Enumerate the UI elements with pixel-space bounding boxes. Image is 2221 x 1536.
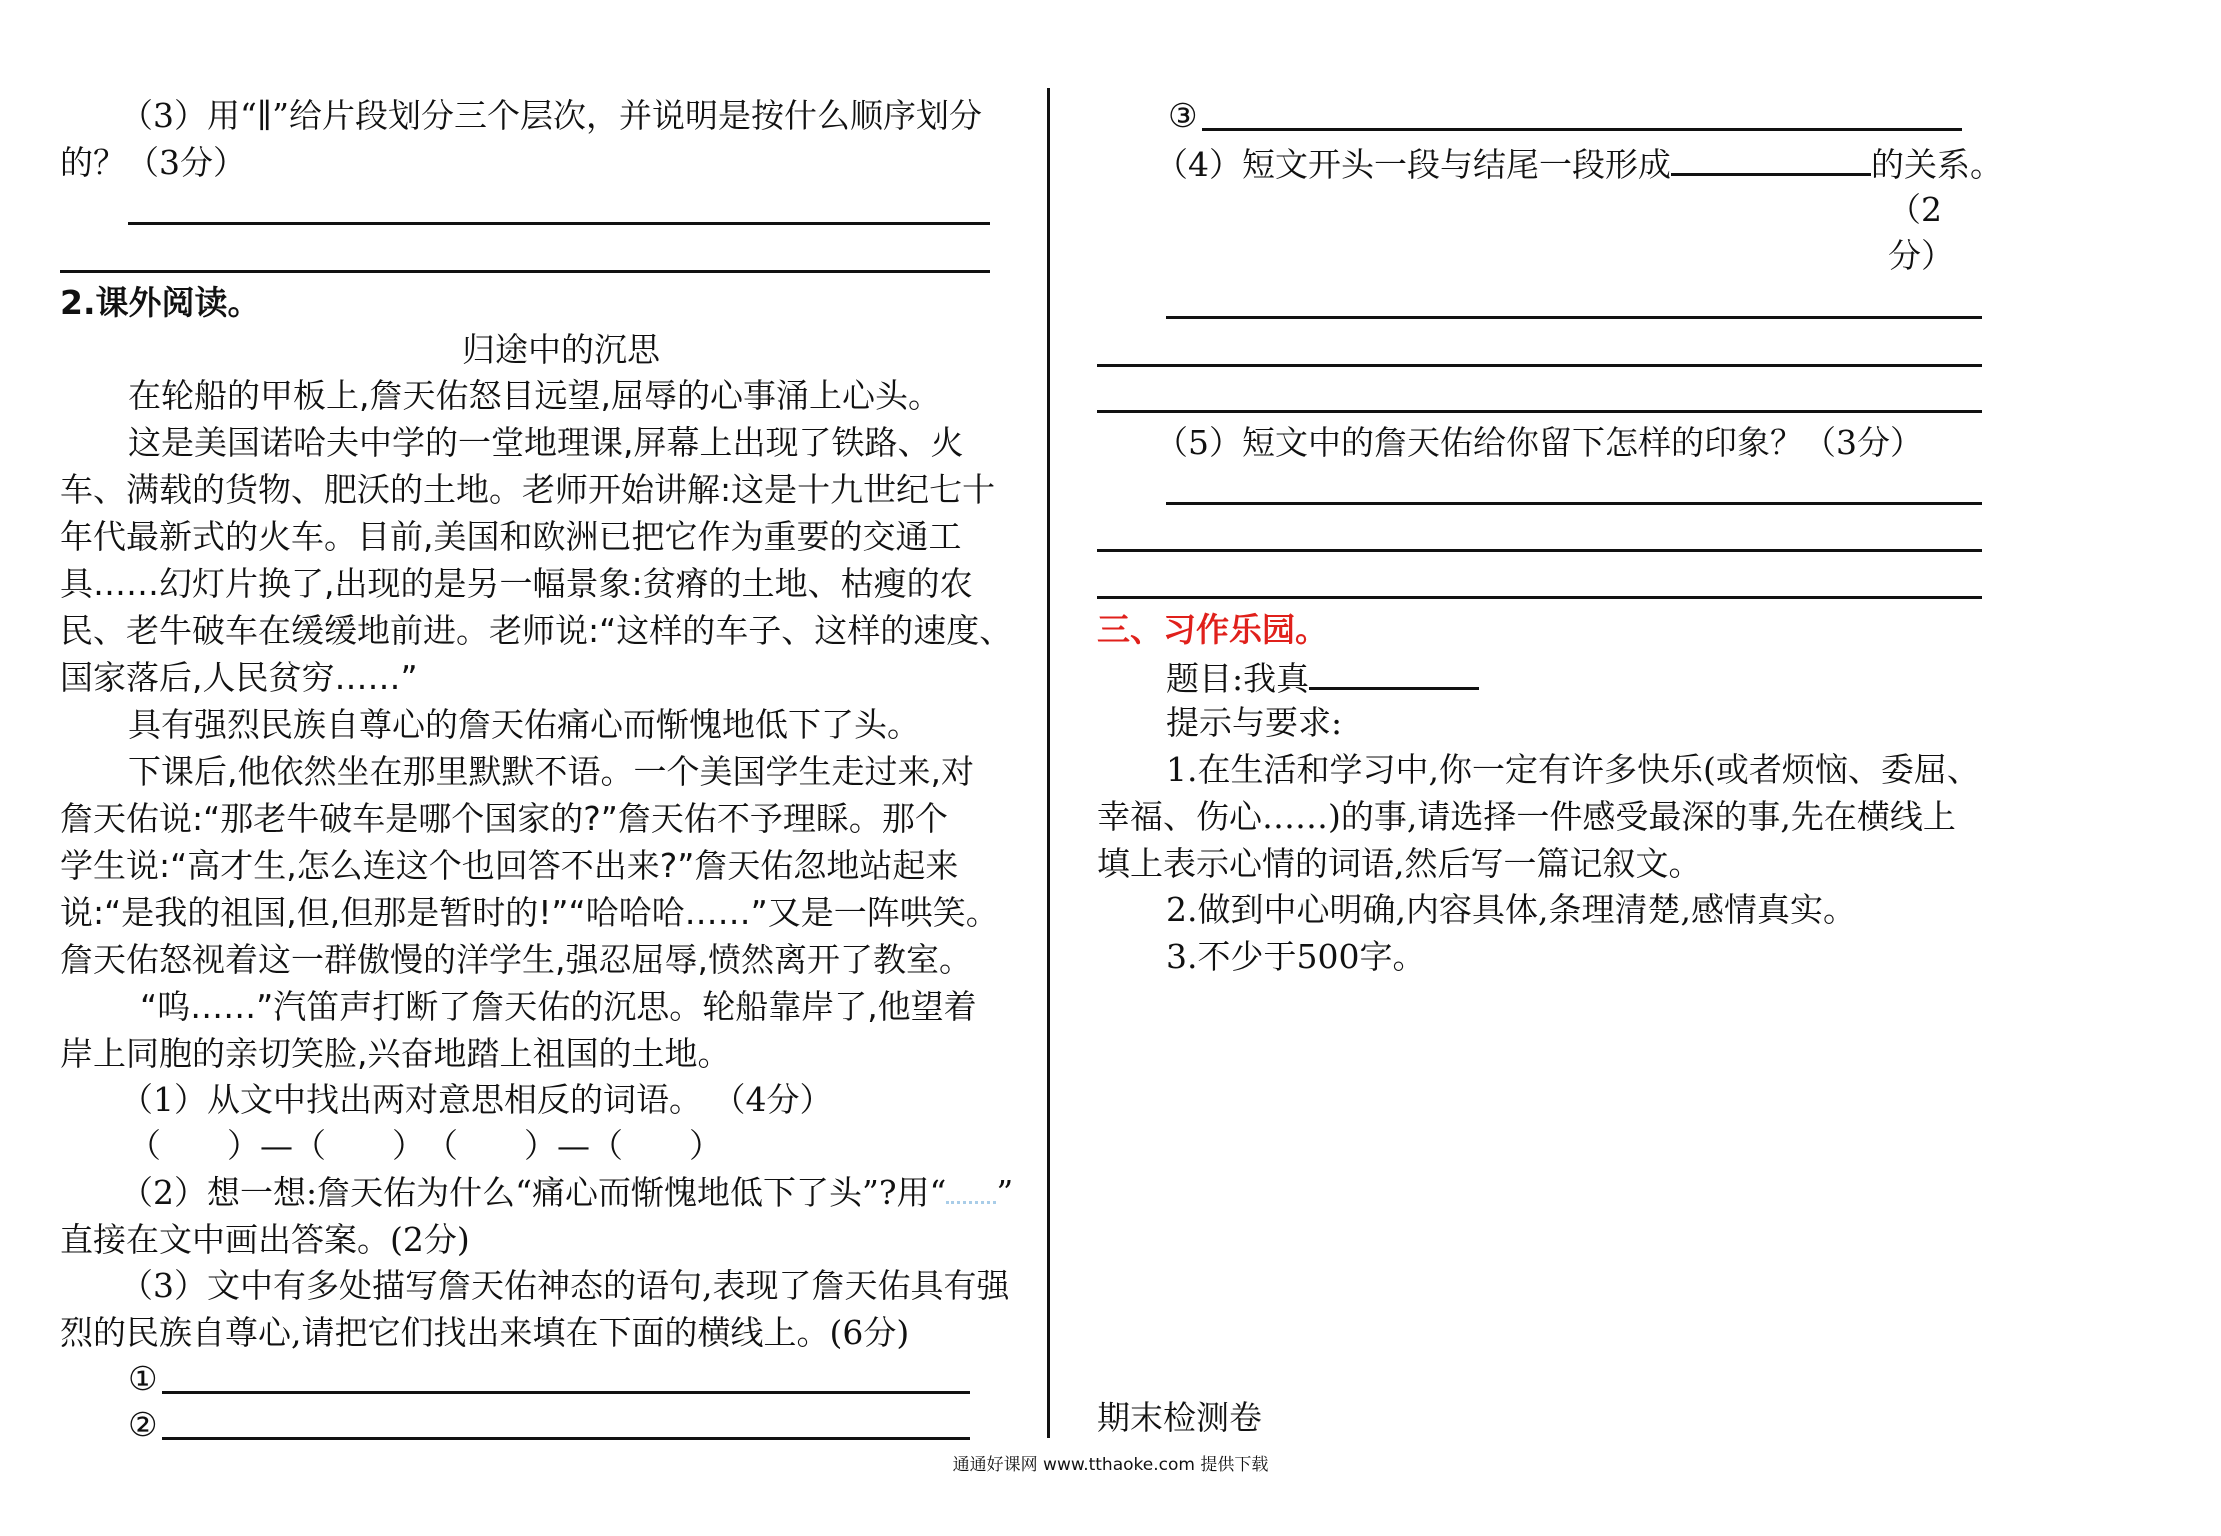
passage-paragraph-4-line: 说:“是我的祖国,但,但那是暂时的!”“哈哈哈……”又是一阵哄笑。 [60, 893, 999, 932]
answer-line[interactable] [1166, 316, 1982, 319]
passage-paragraph-5-line: “呜……”汽笛声打断了詹天佑的沉思。轮船靠岸了,他望着 [140, 987, 977, 1026]
essay-topic-text: 题目:我真 [1166, 659, 1310, 698]
essay-requirement-1-line: 填上表示心情的词语,然后写一篇记叙文。 [1097, 844, 1702, 883]
passage-paragraph-4-line: 詹天佑说:“那老牛破车是哪个国家的?”詹天佑不予理睬。那个 [60, 799, 948, 838]
passage-paragraph-1: 在轮船的甲板上,詹天佑怒目远望,屈辱的心事涌上心头。 [128, 376, 941, 415]
question-4 [1155, 143, 2003, 185]
question-5: （5）短文中的詹天佑给你留下怎样的印象？（3分） [1155, 423, 1923, 462]
essay-requirement-1-line: 幸福、伤心……)的事,请选择一件感受最深的事,先在横线上 [1097, 797, 1956, 836]
question-4-score-a: （2 [1888, 190, 1942, 229]
passage-paragraph-2-line: 车、满载的货物、肥沃的土地。老师开始讲解:这是十九世纪七十 [60, 470, 996, 509]
answer-marker-2: ② [128, 1405, 158, 1444]
essay-hints-label: 提示与要求: [1166, 703, 1343, 742]
question-2-line-2: 直接在文中画出答案。(2分) [60, 1220, 470, 1259]
essay-requirement-2: 2.做到中心明确,内容具体,条理清楚,感情真实。 [1166, 890, 1856, 929]
question-3-prev-line-1: （3）用“∥”给片段划分三个层次，并说明是按什么顺序划分 [120, 96, 982, 135]
passage-title: 归途中的沉思 [462, 330, 660, 369]
answer-line[interactable] [1097, 410, 1982, 413]
question-4-score-b: 分） [1888, 236, 1954, 275]
exam-name: 期末检测卷 [1097, 1398, 1262, 1437]
question-1: （1）从文中找出两对意思相反的词语。 （4分） [120, 1080, 833, 1119]
column-divider [1047, 88, 1050, 1438]
essay-requirement-3: 3.不少于500字。 [1166, 937, 1426, 976]
answer-line[interactable] [1097, 549, 1982, 552]
passage-paragraph-4-line: 詹天佑怒视着这一群傲慢的洋学生,强忍屈辱,愤然离开了教室。 [60, 940, 972, 979]
answer-line[interactable] [1097, 364, 1982, 367]
answer-line[interactable] [128, 222, 990, 225]
section-2-heading: 2.课外阅读。 [60, 283, 261, 322]
footer-source: 通通好课网 www.tthaoke.com 提供下载 [952, 1455, 1269, 1475]
question-3-line-1: （3）文中有多处描写詹天佑神态的语句,表现了詹天佑具有强 [120, 1266, 1010, 1305]
question-4-text: （4）短文开头一段与结尾一段形成 [1155, 145, 1671, 184]
passage-paragraph-5-line: 岸上同胞的亲切笑脸,兴奋地踏上祖国的土地。 [60, 1034, 731, 1073]
essay-topic-blank[interactable] [1309, 657, 1479, 690]
dotted-line-symbol [946, 1177, 996, 1204]
answer-marker-3: ③ [1168, 96, 1198, 135]
answer-line[interactable] [1097, 596, 1982, 599]
question-3-line-2: 烈的民族自尊心,请把它们找出来填在下面的横线上。(6分) [60, 1313, 910, 1352]
passage-paragraph-3: 具有强烈民族自尊心的詹天佑痛心而惭愧地低下了头。 [128, 705, 920, 744]
question-4-blank[interactable] [1671, 143, 1871, 176]
essay-topic [1166, 657, 1479, 699]
essay-requirement-1-line: 1.在生活和学习中,你一定有许多快乐(或者烦恼、委屈、 [1166, 750, 1980, 789]
passage-paragraph-2-line: 年代最新式的火车。目前,美国和欧洲已把它作为重要的交通工 [60, 517, 962, 556]
passage-paragraph-2-line: 具……幻灯片换了,出现的是另一幅景象:贫瘠的土地、枯瘦的农 [60, 564, 973, 603]
passage-paragraph-2-line: 民、老牛破车在缓缓地前进。老师说:“这样的车子、这样的速度、 [60, 611, 1013, 650]
passage-paragraph-2-line: 这是美国诺哈夫中学的一堂地理课,屏幕上出现了铁路、火 [128, 423, 964, 462]
passage-paragraph-2-line: 国家落后,人民贫穷……” [60, 658, 418, 697]
question-4-text-end: 的关系。 [1871, 145, 2003, 184]
question-2-text: （2）想一想:詹天佑为什么“痛心而惭愧地低下了头”?用“ [120, 1173, 947, 1212]
question-2-quote-close: ” [996, 1173, 1014, 1212]
answer-line[interactable] [1166, 502, 1982, 505]
answer-line-3[interactable] [1202, 128, 1962, 131]
question-3-prev-line-2: 的？（3分） [60, 143, 246, 182]
question-2-line-1 [120, 1173, 1013, 1213]
passage-paragraph-4-line: 学生说:“高才生,怎么连这个也回答不出来?”詹天佑忽地站起来 [60, 846, 959, 885]
question-1-answer-parens[interactable]: （ ）—（ ） （ ）—（ ） [128, 1126, 722, 1165]
passage-paragraph-4-line: 下课后,他依然坐在那里默默不语。一个美国学生走过来,对 [128, 752, 974, 791]
answer-marker-1: ① [128, 1359, 158, 1398]
section-3-heading: 三、习作乐园。 [1097, 610, 1328, 649]
answer-line-1[interactable] [162, 1391, 970, 1394]
answer-line[interactable] [60, 270, 990, 273]
answer-line-2[interactable] [162, 1437, 970, 1440]
